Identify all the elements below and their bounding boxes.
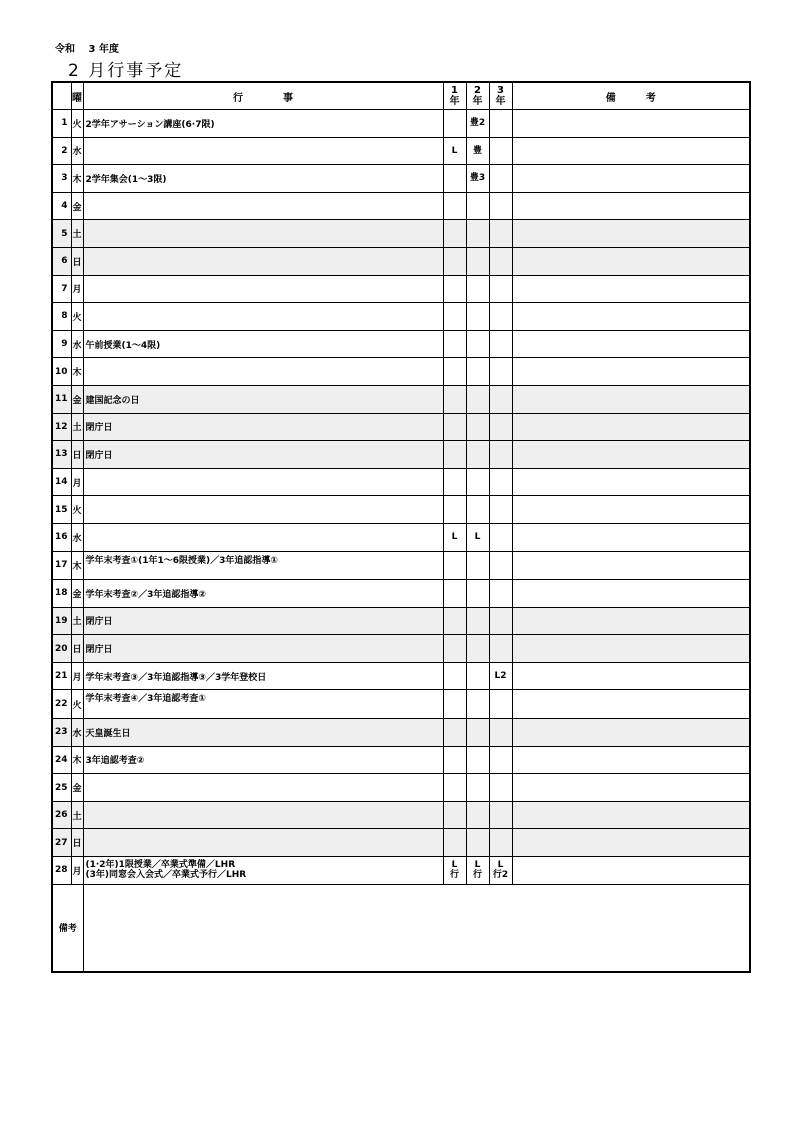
grade3-cell [489, 247, 512, 275]
day-cell: 19 [52, 607, 71, 635]
remarks-cell [512, 110, 750, 138]
grade1-cell [443, 829, 466, 857]
table-row [52, 719, 750, 747]
day-cell: 22 [52, 690, 71, 719]
grade3-cell [489, 413, 512, 441]
grade3-cell [489, 137, 512, 165]
event-cell: 閉庁日 [83, 413, 443, 441]
grade3-cell [489, 746, 512, 774]
remarks-cell [512, 523, 750, 551]
grade1-cell [443, 607, 466, 635]
grade2-cell: 豊 [466, 137, 489, 165]
event-cell [83, 275, 443, 303]
day-cell: 16 [52, 523, 71, 551]
event-cell [83, 801, 443, 829]
day-cell: 26 [52, 801, 71, 829]
grade1-cell [443, 358, 466, 386]
weekday-cell: 水 [71, 719, 83, 747]
grade3-cell [489, 275, 512, 303]
day-cell: 15 [52, 496, 71, 524]
table-row [52, 635, 750, 663]
table-row [52, 247, 750, 275]
grade2-cell [466, 551, 489, 580]
grade1-cell [443, 801, 466, 829]
table-row [52, 496, 750, 524]
day-cell: 18 [52, 580, 71, 608]
grade3-cell [489, 551, 512, 580]
table-row [52, 468, 750, 496]
day-cell: 23 [52, 719, 71, 747]
day-cell: 28 [52, 857, 71, 885]
event-cell [83, 358, 443, 386]
grade1-cell [443, 719, 466, 747]
day-cell: 10 [52, 358, 71, 386]
remarks-cell [512, 746, 750, 774]
weekday-cell: 日 [71, 441, 83, 469]
fiscal-year: 3 年度 [88, 44, 119, 55]
grade3-cell [489, 829, 512, 857]
table-header-row [52, 82, 750, 110]
event-header: 行 事 [83, 82, 443, 110]
remarks-cell [512, 413, 750, 441]
grade1-cell [443, 110, 466, 138]
grade3-cell [489, 358, 512, 386]
grade3-cell: L2 [489, 662, 512, 690]
grade3-cell [489, 192, 512, 220]
weekday-cell: 土 [71, 801, 83, 829]
weekday-cell: 木 [71, 551, 83, 580]
grade1-cell [443, 496, 466, 524]
event-cell: 閉庁日 [83, 441, 443, 469]
day-cell: 8 [52, 303, 71, 331]
weekday-cell: 日 [71, 829, 83, 857]
weekday-cell: 水 [71, 523, 83, 551]
era-name: 令和 [55, 44, 75, 55]
grade3-header: 3 年 [489, 82, 512, 110]
grade2-header: 2 年 [466, 82, 489, 110]
grade1-cell [443, 746, 466, 774]
table-row [52, 358, 750, 386]
event-cell: 学年末考査②／3年追認指導② [83, 580, 443, 608]
weekday-cell: 日 [71, 635, 83, 663]
event-cell [83, 137, 443, 165]
table-row [52, 385, 750, 413]
remarks-cell [512, 247, 750, 275]
grade1-cell: L [443, 523, 466, 551]
footer-label: 備考 [52, 884, 83, 972]
remarks-cell [512, 662, 750, 690]
table-row [52, 303, 750, 331]
table-row [52, 857, 750, 885]
event-cell: (1·2年)1限授業／卒業式準備／LHR (3年)同窓会入会式／卒業式予行／LHR [83, 857, 443, 885]
event-cell: 3年追認考査② [83, 746, 443, 774]
day-cell: 12 [52, 413, 71, 441]
grade2-cell [466, 385, 489, 413]
table-row [52, 192, 750, 220]
day-cell: 13 [52, 441, 71, 469]
weekday-cell: 土 [71, 220, 83, 248]
day-cell: 20 [52, 635, 71, 663]
event-cell: 学年末考査③／3年追認指導③／3学年登校日 [83, 662, 443, 690]
weekday-cell: 土 [71, 607, 83, 635]
grade2-cell [466, 441, 489, 469]
remarks-cell [512, 774, 750, 802]
day-header [52, 82, 71, 110]
grade3-cell [489, 220, 512, 248]
grade3-cell [489, 690, 512, 719]
grade2-cell [466, 801, 489, 829]
event-cell [83, 220, 443, 248]
grade2-cell [466, 413, 489, 441]
event-cell [83, 192, 443, 220]
grade2-cell [466, 829, 489, 857]
remarks-cell [512, 441, 750, 469]
event-cell [83, 523, 443, 551]
table-row [52, 137, 750, 165]
grade1-cell [443, 275, 466, 303]
grade1-cell [443, 774, 466, 802]
grade2-cell [466, 303, 489, 331]
event-cell [83, 829, 443, 857]
grade2-cell [466, 220, 489, 248]
remarks-cell [512, 580, 750, 608]
remarks-cell [512, 220, 750, 248]
table-row [52, 110, 750, 138]
event-cell [83, 496, 443, 524]
table-row [52, 551, 750, 580]
weekday-cell: 月 [71, 662, 83, 690]
grade1-cell [443, 635, 466, 663]
grade1-cell [443, 413, 466, 441]
grade1-cell: L [443, 137, 466, 165]
table-row [52, 801, 750, 829]
grade2-cell: 豊3 [466, 165, 489, 193]
grade2-cell [466, 468, 489, 496]
day-cell: 5 [52, 220, 71, 248]
grade2-cell: L [466, 523, 489, 551]
remarks-cell [512, 385, 750, 413]
table-row [52, 165, 750, 193]
grade1-cell [443, 192, 466, 220]
day-cell: 24 [52, 746, 71, 774]
remarks-cell [512, 801, 750, 829]
day-cell: 21 [52, 662, 71, 690]
grade3-cell [489, 580, 512, 608]
table-row [52, 413, 750, 441]
grade2-cell [466, 607, 489, 635]
grade2-cell [466, 192, 489, 220]
weekday-cell: 金 [71, 580, 83, 608]
event-cell [83, 303, 443, 331]
remarks-cell [512, 857, 750, 885]
remarks-cell [512, 137, 750, 165]
remarks-cell [512, 719, 750, 747]
grade2-cell: 豊2 [466, 110, 489, 138]
day-cell: 17 [52, 551, 71, 580]
remarks-header: 備 考 [512, 82, 750, 110]
weekday-cell: 月 [71, 857, 83, 885]
grade2-cell [466, 580, 489, 608]
table-row [52, 330, 750, 358]
remarks-cell [512, 330, 750, 358]
weekday-cell: 日 [71, 247, 83, 275]
grade3-cell: L 行2 [489, 857, 512, 885]
table-row [52, 746, 750, 774]
event-cell: 天皇誕生日 [83, 719, 443, 747]
event-cell [83, 468, 443, 496]
weekday-cell: 水 [71, 330, 83, 358]
grade1-header: 1 年 [443, 82, 466, 110]
weekday-cell: 木 [71, 358, 83, 386]
remarks-cell [512, 303, 750, 331]
event-cell [83, 774, 443, 802]
day-cell: 7 [52, 275, 71, 303]
grade2-cell [466, 774, 489, 802]
table-row [52, 441, 750, 469]
grade2-cell [466, 719, 489, 747]
day-cell: 1 [52, 110, 71, 138]
grade3-cell [489, 719, 512, 747]
grade1-cell [443, 220, 466, 248]
weekday-cell: 火 [71, 496, 83, 524]
weekday-cell: 月 [71, 468, 83, 496]
day-cell: 3 [52, 165, 71, 193]
grade3-cell [489, 496, 512, 524]
grade3-cell [489, 801, 512, 829]
remarks-cell [512, 635, 750, 663]
grade3-cell [489, 165, 512, 193]
grade1-cell: L 行 [443, 857, 466, 885]
day-cell: 2 [52, 137, 71, 165]
weekday-cell: 火 [71, 690, 83, 719]
grade2-cell [466, 330, 489, 358]
remarks-cell [512, 496, 750, 524]
grade1-cell [443, 330, 466, 358]
grade2-cell [466, 746, 489, 774]
remarks-cell [512, 468, 750, 496]
event-cell: 学年末考査①(1年1～6限授業)／3年追認指導① [83, 551, 443, 580]
grade3-cell [489, 774, 512, 802]
footer-row [52, 884, 750, 972]
weekday-cell: 土 [71, 413, 83, 441]
grade3-cell [489, 110, 512, 138]
grade2-cell [466, 358, 489, 386]
day-cell: 4 [52, 192, 71, 220]
grade3-cell [489, 468, 512, 496]
event-cell: 学年末考査④／3年追認考査① [83, 690, 443, 719]
grade2-cell [466, 662, 489, 690]
day-cell: 27 [52, 829, 71, 857]
table-row [52, 662, 750, 690]
remarks-cell [512, 165, 750, 193]
table-row [52, 774, 750, 802]
grade2-cell [466, 690, 489, 719]
grade3-cell [489, 635, 512, 663]
event-cell: 閉庁日 [83, 607, 443, 635]
footer-notes [83, 884, 750, 972]
event-cell: 午前授業(1～4限) [83, 330, 443, 358]
weekday-cell: 金 [71, 774, 83, 802]
weekday-cell: 木 [71, 165, 83, 193]
grade1-cell [443, 441, 466, 469]
event-cell: 閉庁日 [83, 635, 443, 663]
grade2-cell [466, 247, 489, 275]
remarks-cell [512, 607, 750, 635]
table-row [52, 523, 750, 551]
weekday-cell: 火 [71, 303, 83, 331]
table-row [52, 580, 750, 608]
era-line [55, 40, 129, 55]
grade3-cell [489, 303, 512, 331]
grade1-cell [443, 385, 466, 413]
table-row [52, 829, 750, 857]
weekday-cell: 木 [71, 746, 83, 774]
grade1-cell [443, 165, 466, 193]
day-cell: 9 [52, 330, 71, 358]
weekday-cell: 水 [71, 137, 83, 165]
day-cell: 11 [52, 385, 71, 413]
remarks-cell [512, 551, 750, 580]
grade2-cell: L 行 [466, 857, 489, 885]
grade3-cell [489, 441, 512, 469]
grade3-cell [489, 330, 512, 358]
grade1-cell [443, 662, 466, 690]
remarks-cell [512, 358, 750, 386]
grade1-cell [443, 690, 466, 719]
grade2-cell [466, 635, 489, 663]
weekday-cell: 金 [71, 192, 83, 220]
table-row [52, 275, 750, 303]
day-cell: 14 [52, 468, 71, 496]
grade1-cell [443, 303, 466, 331]
grade2-cell [466, 275, 489, 303]
grade3-cell [489, 523, 512, 551]
weekday-header: 曜 [71, 82, 83, 110]
grade1-cell [443, 468, 466, 496]
grade1-cell [443, 580, 466, 608]
grade2-cell [466, 496, 489, 524]
event-cell: 2学年アサーション講座(6·7限) [83, 110, 443, 138]
event-cell [83, 247, 443, 275]
weekday-cell: 月 [71, 275, 83, 303]
event-cell: 2学年集会(1～3限) [83, 165, 443, 193]
grade1-cell [443, 247, 466, 275]
remarks-cell [512, 192, 750, 220]
grade3-cell [489, 385, 512, 413]
weekday-cell: 金 [71, 385, 83, 413]
weekday-cell: 火 [71, 110, 83, 138]
schedule-table [51, 81, 751, 973]
grade1-cell [443, 551, 466, 580]
day-cell: 6 [52, 247, 71, 275]
table-row [52, 607, 750, 635]
page-title: 2 月行事予定 [68, 61, 184, 81]
remarks-cell [512, 275, 750, 303]
table-row [52, 690, 750, 719]
event-cell: 建国記念の日 [83, 385, 443, 413]
day-cell: 25 [52, 774, 71, 802]
remarks-cell [512, 690, 750, 719]
remarks-cell [512, 829, 750, 857]
table-row [52, 220, 750, 248]
grade3-cell [489, 607, 512, 635]
